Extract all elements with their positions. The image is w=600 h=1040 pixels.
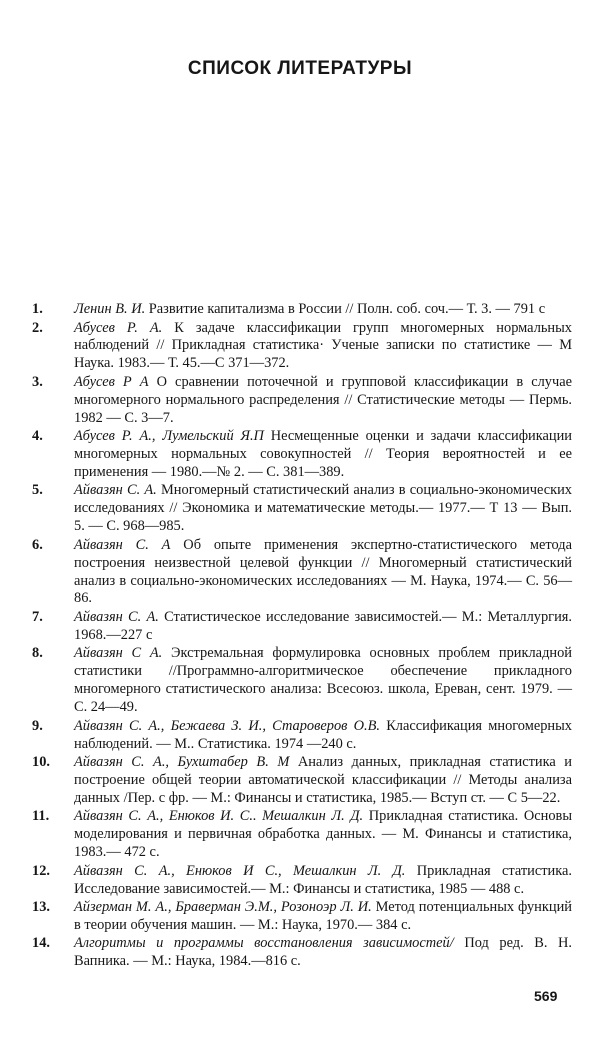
reference-number: 7.: [32, 608, 43, 625]
reference-authors: Айвазян С. А., Енюков И С., Мешалкин Л. Д.: [74, 862, 406, 879]
reference-authors: Абусев Р. А.: [74, 319, 163, 336]
reference-text: Развитие капитализма в России // Полн. соб. соч.— Т. 3. — 791 с: [145, 301, 546, 317]
reference-authors: Айвазян С. А.: [74, 482, 157, 499]
reference-authors: Айзерман М. А., Браверман Э.М., Розоноэр Л. И.: [74, 899, 372, 916]
reference-text: Под ред. В. Н. Вапника. — М.: Наука, 1984.—816 с.: [74, 935, 573, 970]
reference-item: [32, 899, 572, 935]
reference-number: 4.: [32, 428, 43, 445]
reference-text: Метод потенциальных функций в теории обучения машин. — М.: Наука, 1970.— 384 с.: [74, 899, 572, 933]
reference-text: Классификация многомерных наблюдений. — М.. Статистика. 1974 —240 с.: [74, 717, 572, 752]
reference-item: [32, 374, 572, 428]
reference-number: 1.: [32, 301, 43, 317]
reference-number: 3.: [32, 373, 43, 390]
reference-item: [32, 482, 572, 536]
reference-authors: Алгоритмы и программы восстановления зависимостей/: [74, 935, 454, 952]
reference-item: [32, 863, 572, 899]
reference-item: [32, 645, 572, 717]
reference-authors: Айвазян С. А.: [74, 608, 159, 625]
reference-text: Прикладная статистика. Исследование зависимостей.— М.: Финансы и статистика, 1985 — 488 с.: [74, 862, 572, 897]
reference-number: 6.: [32, 536, 43, 553]
page-number: 569: [534, 988, 558, 1004]
reference-text: Анализ данных, прикладная статистика и построение общей теории автоматической классификации // Методы анализа данных /Пер. с фр. — М.: Финансы и статистика, 1985.— Вступ ст. — С 5—22.: [74, 754, 572, 806]
reference-authors: Абусев Р А: [74, 373, 149, 390]
reference-text: Статистическое исследование зависимостей.— М.: Металлургия. 1968.—227 с: [74, 608, 572, 643]
reference-number: 13.: [32, 899, 50, 916]
reference-item: [32, 754, 572, 808]
reference-list: [32, 301, 572, 972]
reference-text: К задаче классификации групп многомерных нормальных наблюдений // Прикладная статистика· Ученые записки по статистике — М Наука. 1983.— Т. 45.—С 371—372.: [74, 319, 572, 372]
reference-number: 8.: [32, 645, 43, 662]
reference-authors: Айвазян С. А., Бухштабер В. М: [74, 754, 290, 770]
reference-number: 9.: [32, 717, 43, 734]
reference-item: [32, 537, 572, 609]
reference-item: [32, 718, 572, 754]
reference-number: 2.: [32, 319, 43, 336]
reference-authors: Айвазян С А.: [74, 645, 163, 662]
reference-item: [32, 808, 572, 862]
reference-authors: Айвазян С. А., Бежаева З. И., Староверов О.В.: [74, 717, 380, 734]
reference-item: [32, 935, 572, 971]
reference-number: 12.: [32, 862, 50, 879]
reference-number: 11.: [32, 808, 50, 825]
reference-item: [32, 301, 572, 319]
page-title: СПИСОК ЛИТЕРАТУРЫ: [187, 58, 413, 79]
reference-number: 5.: [32, 482, 43, 499]
reference-authors: Айвазян С. А., Енюков И. С.. Мешалкин Л. Д.: [74, 808, 364, 825]
reference-text: Многомерный статистический анализ в социально-экономических исследованиях // Экономика и математические методы.— 1977.— Т 13 — Вып. 5. — С. 968—985.: [74, 482, 572, 535]
reference-text: Прикладная статистика. Основы моделирования и первичная обработка данных. — М. Финансы и статистика, 1983.— 472 с.: [74, 808, 572, 861]
reference-number: 14.: [32, 935, 50, 952]
reference-text: Несмещенные оценки и задачи классификации многомерных нормальных совокупностей // Теория вероятностей и ее применения — 1980.—№ 2. — С. 381—389.: [74, 428, 572, 480]
reference-text: Об опыте применения экспертно-статистического метода построения неизвестной целевой функции // Многомерный статистический анализ в социально-экономических исследованиях — М. Наука, 1974.— С. 56—86.: [74, 536, 572, 607]
reference-item: [32, 428, 572, 482]
reference-item: [32, 609, 572, 645]
reference-text: О сравнении поточечной и групповой классификации в случае многомерного нормального распределения // Статистические методы — Пермь. 1982 — С. 3—7.: [74, 373, 572, 426]
reference-item: [32, 320, 572, 374]
reference-number: 10.: [32, 754, 50, 770]
reference-authors: Абусев Р. А., Лумельский Я.П: [74, 428, 264, 445]
reference-authors: Ленин В. И.: [74, 301, 146, 317]
reference-authors: Айвазян С. А: [74, 536, 171, 553]
reference-text: Экстремальная формулировка основных проблем прикладной статистики //Программно-алгоритмическое обеспечение прикладного многомерного статистического анализа: Всесоюз. школа, Ереван, сент. 1979. — С. 24—49.: [74, 645, 572, 716]
